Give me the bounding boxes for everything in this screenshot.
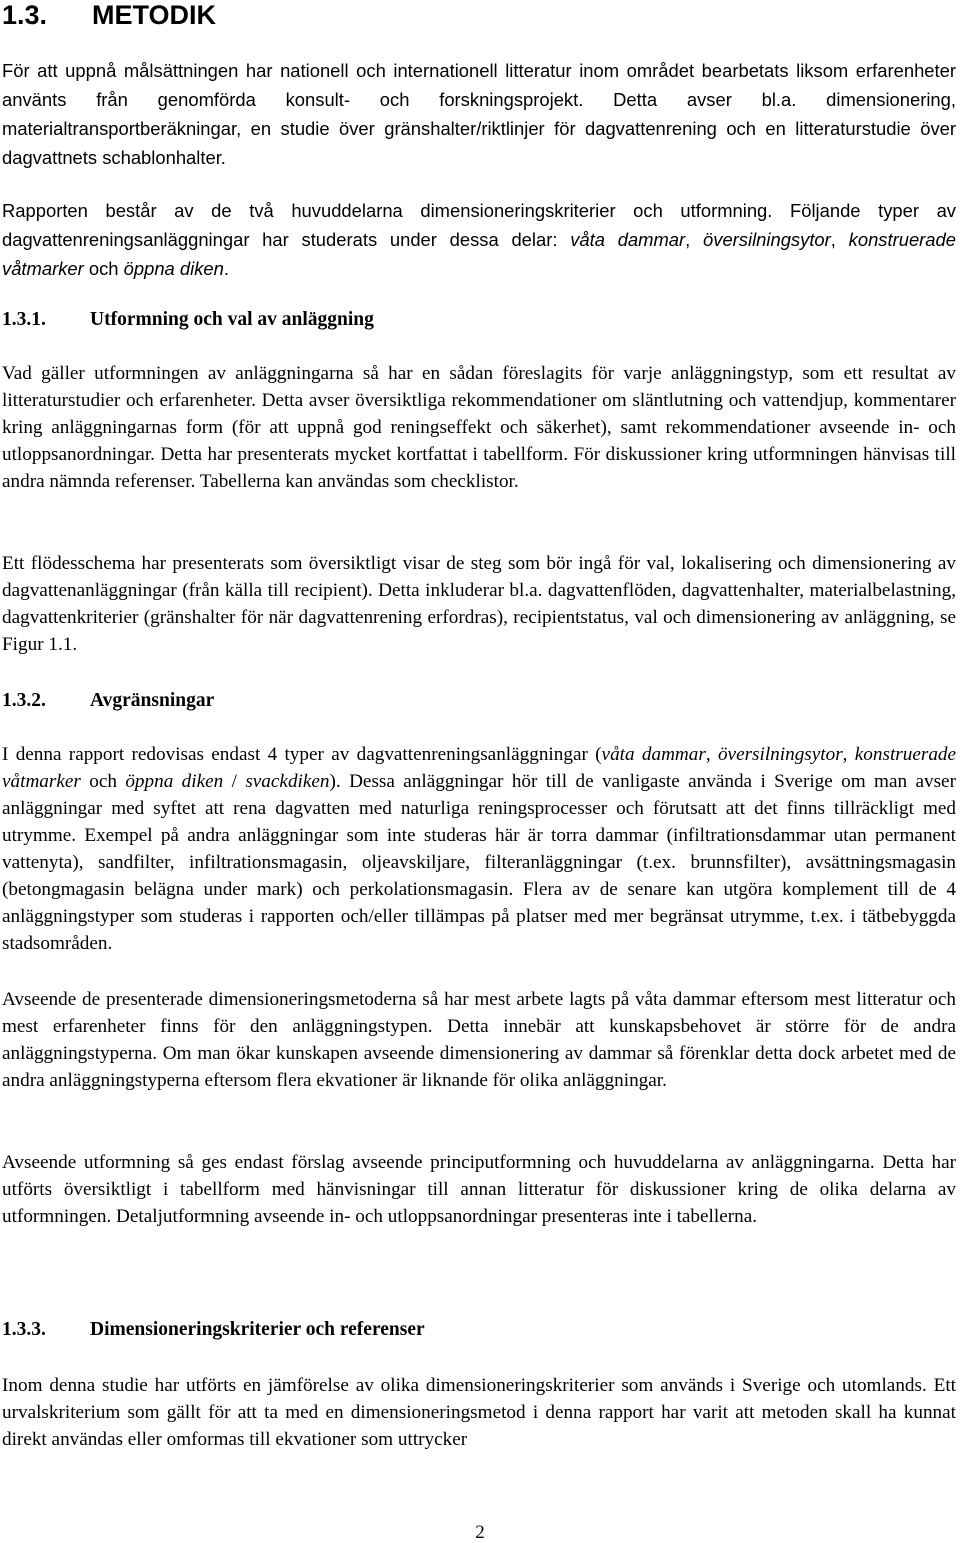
paragraph-131-a: Vad gäller utformningen av anläggningarna så har en sådan föreslagits för varje anläggningstyp, som ett resultat av litteraturstudier och erfarenheter. Detta avser översiktliga rekommendationer om släntlutning och vattendjup, kommentarer kring anläggningarnas form (för att uppnå god reningseffekt och säkerhet), samt rekommendationer avseende in- och utloppsanordningar. Detta har presenterats mycket kortfattat i tabellform. För diskussioner kring utformningen hänvisas till andra nämnda referenser. Tabellerna kan användas som checklistor.: [2, 363, 956, 492]
subsection-heading-132: [2, 687, 214, 714]
subsection-heading-133: [2, 1316, 425, 1343]
separator: och: [80, 771, 126, 792]
term-overland-flow: översilningsytor: [703, 229, 831, 250]
term-wetlands: konstruerade våtmarker: [2, 744, 957, 792]
term-open-ditches: öppna diken: [123, 258, 224, 279]
subsection-title: Utformning och val av anläggning: [90, 309, 374, 330]
intro-paragraph-2: [2, 196, 956, 283]
term-wetlands: konstruerade våtmarker: [2, 229, 956, 279]
term-wet-ponds: våta dammar: [570, 229, 686, 250]
period: .: [223, 258, 229, 279]
section-heading: [2, 0, 216, 30]
subsection-heading-131: [2, 306, 374, 333]
separator: ,: [842, 744, 855, 765]
page-number: 2: [475, 1522, 485, 1543]
subsection-title: Avgränsningar: [90, 690, 215, 711]
section-title: METODIK: [92, 0, 217, 30]
term-swales: svackdiken: [245, 771, 330, 792]
paragraph-132-a: [2, 741, 956, 957]
p132a-text: I denna rapport redovisas endast 4 typer av dagvattenreningsanläggningar (: [2, 744, 602, 765]
term-wet-ponds: våta dammar: [601, 744, 706, 765]
paragraph-133-a: Inom denna studie har utförts en jämförelse av olika dimensioneringskriterier som används i Sverige och utomlands. Ett urvalskriterium som gällt för att ta med en dimensioneringsmetod i denna rapport har varit att metoden skall ha kunnat direkt användas eller omformas till ekvationer som uttrycker: [2, 1375, 956, 1450]
p132a-rest: ). Dessa anläggningar hör till de vanligaste använda i Sverige om man avser anläggningar med syftet att rena dagvatten med naturliga reningsprocesser och förutsatt att det finns tillräckligt med utrymme. Exempel på andra anläggningar som inte studeras här är torra dammar (infiltrationsdammar utan permanent vattenyta), sandfilter, infiltrationsmagasin, oljeavskiljare, filteranläggningar (t.ex. brunnsfilter), avsättningsmagasin (betongmagasin belägna under mark) och perkolationsmagasin. Flera av de senare kan utgöra komplement till de 4 anläggningstyper som studeras i rapporten och/eller tillämpas på platser med mer begränsat utrymme, t.ex. i tätbebyggda stadsområden.: [2, 771, 956, 954]
paragraph-132-b: Avseende de presenterade dimensioneringsmetoderna så har mest arbete lagts på våta dammar eftersom mest litteratur och mest erfarenheter finns för den anläggningstypen. Detta innebär att kunskapsbehovet är större för de andra anläggningstyperna. Om man ökar kunskapen avseende dimensionering av dammar så förenklar detta dock arbetet med de andra anläggningstyperna eftersom flera ekvationer är liknande för olika anläggningar.: [2, 989, 956, 1091]
subsection-title: Dimensioneringskriterier och referenser: [90, 1319, 425, 1340]
separator: /: [223, 771, 246, 792]
term-open-ditches: öppna diken: [125, 771, 224, 792]
intro-p2-text: Rapporten består av de två huvuddelarna dimensioneringskriterier och utformning. Följande typer av dagvattenreningsanläggningar har studerats under dessa delar:: [2, 200, 956, 250]
subsection-number: 1.3.3.: [2, 1319, 46, 1340]
subsection-number: 1.3.1.: [2, 309, 46, 330]
paragraph-132-c: Avseende utformning så ges endast förslag avseende principutformning och huvuddelarna av anläggningarna. Detta har utförts översiktligt i tabellform med hänvisningar till annan litteratur för diskussioner kring de olika delarna av utformningen. Detaljutformning avseende in- och utloppsanordningar presenteras inte i tabellerna.: [2, 1152, 956, 1227]
separator: och: [83, 258, 124, 279]
separator: ,: [830, 229, 849, 250]
separator: ,: [685, 229, 704, 250]
paragraph-131-b: Ett flödesschema har presenterats som översiktligt visar de steg som bör ingå för val, lokalisering och dimensionering av dagvattenanläggningar (från källa till recipient). Detta inkluderar bl.a. dagvattenflöden, dagvattenhalter, materialbelastning, dagvattenkriterier (gränshalter för när dagvattenrening erfordras), recipientstatus, val och dimensionering av anläggning, se Figur 1.1.: [2, 553, 956, 655]
intro-paragraph-1: För att uppnå målsättningen har nationell och internationell litteratur inom området bearbetats liksom erfarenheter använts från genomförda konsult- och forskningsprojekt. Detta avser bl.a. dimensionering, materialtransportberäkningar, en studie över gränshalter/riktlinjer för dagvattenrening och en litteraturstudie över dagvattnets schablonhalter.: [2, 60, 956, 168]
term-overland-flow: översilningsytor: [717, 744, 843, 765]
section-number: 1.3.: [2, 0, 48, 30]
separator: ,: [705, 744, 718, 765]
subsection-number: 1.3.2.: [2, 690, 46, 711]
